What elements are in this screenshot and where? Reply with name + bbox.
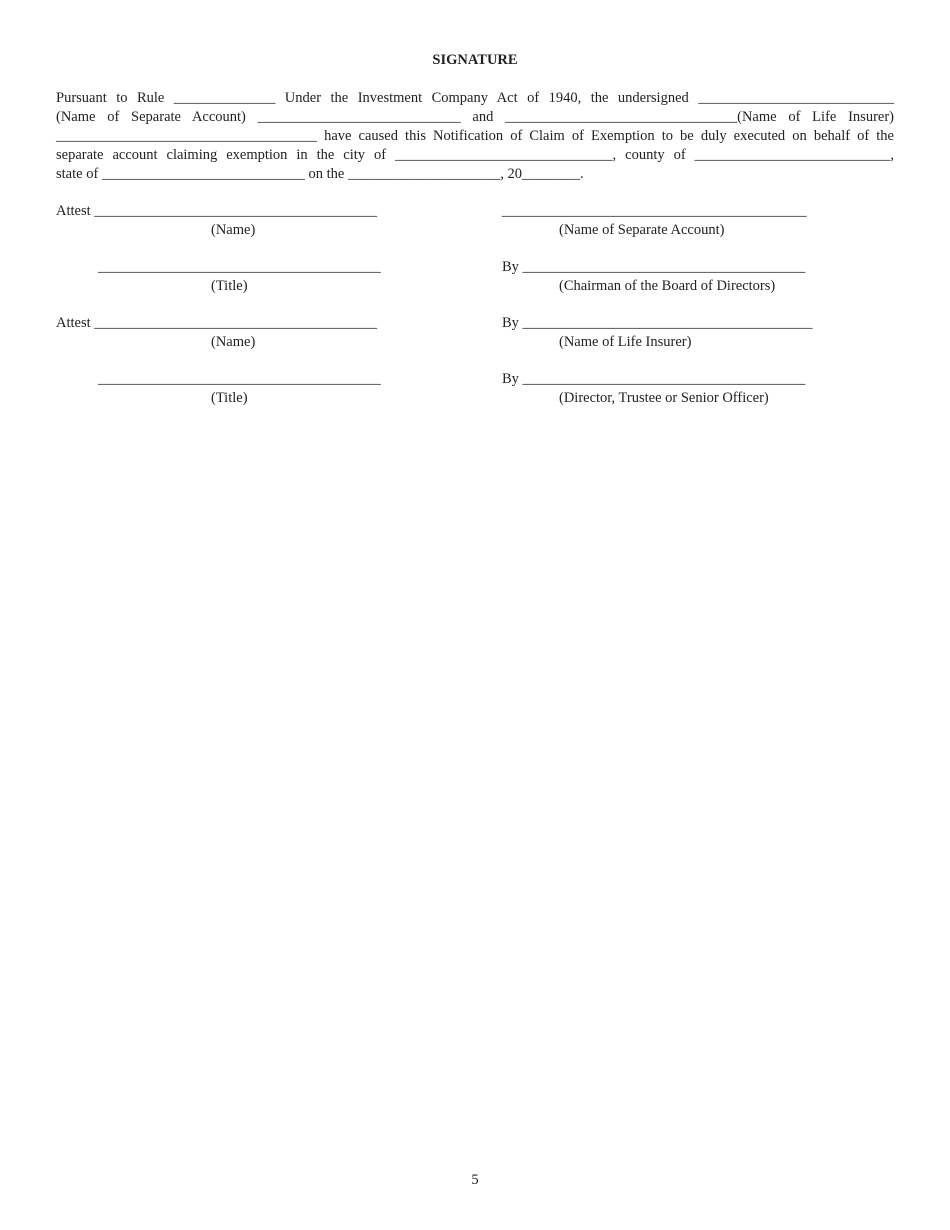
attest-name-caption: (Name): [211, 222, 256, 238]
paragraph-line: state of ____________________________ on the _____________________, 20________.: [56, 166, 584, 182]
page-number: 5: [471, 1172, 479, 1188]
exemption-paragraph: [56, 89, 894, 184]
paragraph-line: ____________________________________ have caused this Notification of Claim of Exemption to be duly executed on behalf of the: [56, 128, 894, 144]
life-insurer-caption: (Name of Life Insurer): [559, 334, 692, 350]
paragraph-line: Pursuant to Rule ______________ Under the Investment Company Act of 1940, the undersigned ___________________________: [56, 90, 894, 106]
chairman-signature-line[interactable]: By _______________________________________: [502, 259, 806, 275]
attest-name-line[interactable]: Attest _______________________________________: [56, 203, 378, 219]
attest-title-line-2[interactable]: _______________________________________: [98, 371, 381, 387]
attest-title-caption: (Title): [211, 278, 248, 294]
attest-name-line-2[interactable]: Attest _______________________________________: [56, 315, 378, 331]
attest-title-line[interactable]: _______________________________________: [98, 259, 381, 275]
officer-signature-line[interactable]: By _______________________________________: [502, 371, 806, 387]
separate-account-name-caption: (Name of Separate Account): [559, 222, 725, 238]
paragraph-line: separate account claiming exemption in the city of ______________________________, county of ___________________________,: [56, 147, 894, 163]
paragraph-line: (Name of Separate Account) ____________________________ and ________________________________(Name of Life Insurer): [56, 109, 894, 125]
attest-name-caption-2: (Name): [211, 334, 256, 350]
officer-caption: (Director, Trustee or Senior Officer): [559, 390, 769, 406]
separate-account-name-line[interactable]: __________________________________________: [502, 203, 807, 219]
page-title: SIGNATURE: [432, 52, 518, 68]
life-insurer-signature-line[interactable]: By ________________________________________: [502, 315, 813, 331]
chairman-caption: (Chairman of the Board of Directors): [559, 278, 776, 294]
attest-title-caption-2: (Title): [211, 390, 248, 406]
